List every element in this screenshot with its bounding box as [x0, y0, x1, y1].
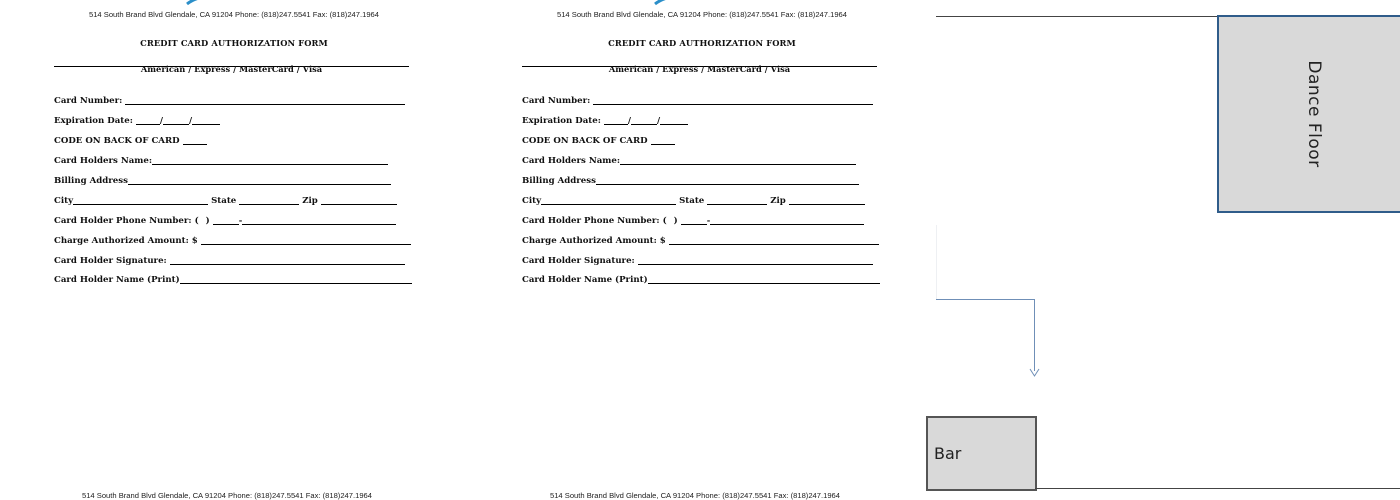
- city-field: [522, 195, 865, 207]
- card-number-blank[interactable]: [593, 95, 873, 105]
- city-label: City: [522, 196, 542, 206]
- floor-plan-page: [936, 0, 1400, 500]
- connector-horizontal: [936, 299, 1035, 300]
- phone-line-blank[interactable]: [710, 215, 864, 225]
- expiration-label: Expiration Date:: [522, 116, 601, 126]
- bar-box: [926, 416, 1037, 491]
- exp-slash-1: /: [159, 116, 164, 126]
- exp-month-blank[interactable]: [136, 115, 160, 125]
- holders-name-label: Card Holders Name:: [54, 156, 153, 166]
- phone-line-blank[interactable]: [242, 215, 396, 225]
- holders-name-label: Card Holders Name:: [522, 156, 621, 166]
- amount-blank[interactable]: [669, 235, 879, 245]
- signature-blank[interactable]: [170, 255, 405, 265]
- phone-dash: -: [706, 216, 711, 226]
- plan-wall-bottom: [1035, 488, 1400, 489]
- state-blank[interactable]: [707, 195, 767, 205]
- address-header: 514 South Brand Blvd Glendale, CA 91204 Phone: (818)247.5541 Fax: (818)247.1964: [88, 10, 380, 19]
- billing-label: Billing Address: [54, 176, 128, 186]
- phone-field: [522, 215, 864, 227]
- form-page-middle: [468, 0, 936, 500]
- state-label: State: [211, 196, 237, 206]
- form-title: CREDIT CARD AUTHORIZATION FORM: [608, 38, 796, 48]
- form-subtitle: American / Express / MasterCard / Visa: [140, 64, 323, 74]
- exp-day-blank[interactable]: [163, 115, 189, 125]
- city-blank[interactable]: [541, 195, 676, 205]
- signature-label: Card Holder Signature:: [54, 256, 167, 266]
- card-number-label: Card Number:: [54, 96, 123, 106]
- holders-name-field: [54, 155, 388, 167]
- zip-blank[interactable]: [321, 195, 397, 205]
- card-number-field: [54, 95, 405, 107]
- exp-slash-2: /: [189, 116, 193, 126]
- code-label: CODE ON BACK OF CARD: [54, 136, 180, 146]
- expiration-label: Expiration Date:: [54, 116, 133, 126]
- plan-wall-top: [936, 16, 1218, 17]
- exp-month-blank[interactable]: [604, 115, 628, 125]
- exp-year-blank[interactable]: [192, 115, 220, 125]
- billing-blank[interactable]: [128, 175, 391, 185]
- arrow-down-icon: [1029, 368, 1040, 377]
- phone-prefix-blank[interactable]: [681, 215, 707, 225]
- holders-name-blank[interactable]: [152, 155, 388, 165]
- form-subtitle-rule: [522, 57, 877, 74]
- city-blank[interactable]: [73, 195, 208, 205]
- city-label: City: [54, 196, 74, 206]
- address-footer: 514 South Brand Blvd Glendale, CA 91204 Phone: (818)247.5541 Fax: (818)247.1964: [549, 491, 841, 500]
- city-field: [54, 195, 397, 207]
- holders-name-field: [522, 155, 856, 167]
- exp-slash-1: /: [627, 116, 632, 126]
- form-title: CREDIT CARD AUTHORIZATION FORM: [140, 38, 328, 48]
- bar-label: Bar: [934, 444, 962, 463]
- phone-prefix-blank[interactable]: [213, 215, 239, 225]
- exp-year-blank[interactable]: [660, 115, 688, 125]
- phone-field: [54, 215, 396, 227]
- holders-name-blank[interactable]: [620, 155, 856, 165]
- billing-label: Billing Address: [522, 176, 596, 186]
- phone-dash: -: [238, 216, 243, 226]
- amount-label: Charge Authorized Amount: $: [54, 236, 198, 246]
- state-blank[interactable]: [239, 195, 299, 205]
- exp-day-blank[interactable]: [631, 115, 657, 125]
- print-name-label: Card Holder Name (Print): [54, 275, 180, 285]
- phone-paren: ): [205, 216, 210, 226]
- code-field: [522, 135, 675, 147]
- print-name-label: Card Holder Name (Print): [522, 275, 648, 285]
- code-label: CODE ON BACK OF CARD: [522, 136, 648, 146]
- logo-swoosh-icon: [653, 0, 743, 6]
- phone-label: Card Holder Phone Number: (: [54, 216, 199, 226]
- print-name-blank[interactable]: [648, 274, 880, 284]
- billing-field: [54, 175, 391, 187]
- exp-slash-2: /: [657, 116, 661, 126]
- expiration-field: [522, 115, 688, 127]
- address-header: 514 South Brand Blvd Glendale, CA 91204 Phone: (818)247.5541 Fax: (818)247.1964: [556, 10, 848, 19]
- card-number-label: Card Number:: [522, 96, 591, 106]
- signature-blank[interactable]: [638, 255, 873, 265]
- zip-label: Zip: [302, 196, 318, 206]
- phone-paren: ): [673, 216, 678, 226]
- phone-label: Card Holder Phone Number: (: [522, 216, 667, 226]
- amount-field: [522, 235, 879, 247]
- form-subtitle: American / Express / MasterCard / Visa: [608, 64, 791, 74]
- form-subtitle-rule: [54, 57, 409, 74]
- code-blank[interactable]: [183, 135, 207, 145]
- signature-field: [54, 255, 405, 267]
- faint-edge-line: [936, 225, 937, 300]
- expiration-field: [54, 115, 220, 127]
- card-number-field: [522, 95, 873, 107]
- print-name-blank[interactable]: [180, 274, 412, 284]
- state-label: State: [679, 196, 705, 206]
- amount-blank[interactable]: [201, 235, 411, 245]
- form-page-left: [0, 0, 468, 500]
- zip-label: Zip: [770, 196, 786, 206]
- dance-floor-box: [1217, 15, 1400, 213]
- address-footer: 514 South Brand Blvd Glendale, CA 91204 Phone: (818)247.5541 Fax: (818)247.1964: [81, 491, 373, 500]
- amount-label: Charge Authorized Amount: $: [522, 236, 666, 246]
- zip-blank[interactable]: [789, 195, 865, 205]
- print-name-field: [522, 274, 880, 286]
- logo-swoosh-icon: [185, 0, 275, 6]
- dance-floor-label: Dance Floor: [1304, 60, 1324, 168]
- connector-vertical: [1034, 299, 1035, 371]
- signature-label: Card Holder Signature:: [522, 256, 635, 266]
- signature-field: [522, 255, 873, 267]
- amount-field: [54, 235, 411, 247]
- code-field: [54, 135, 207, 147]
- print-name-field: [54, 274, 412, 286]
- card-number-blank[interactable]: [125, 95, 405, 105]
- billing-blank[interactable]: [596, 175, 859, 185]
- billing-field: [522, 175, 859, 187]
- code-blank[interactable]: [651, 135, 675, 145]
